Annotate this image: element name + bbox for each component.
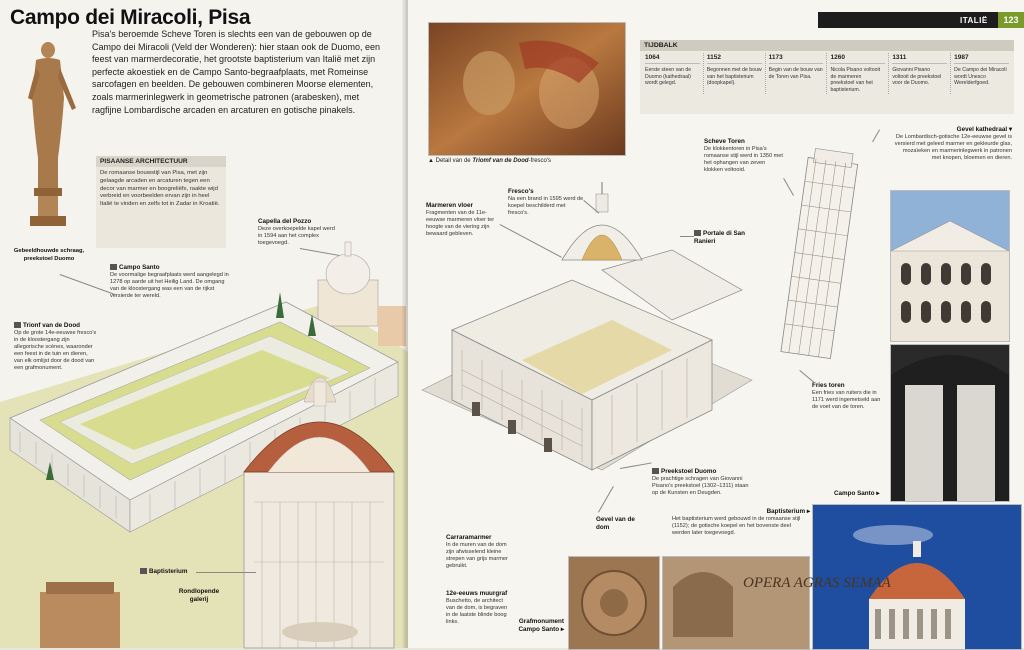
- timeline-year: 1260: [830, 54, 885, 64]
- label-grafmonument: Grafmonument Campo Santo ▸: [518, 618, 564, 633]
- baptisterium-label: Baptisterium: [149, 568, 188, 575]
- camera-icon: [140, 568, 147, 574]
- timeline-year: 1064: [645, 54, 700, 64]
- tomb-inscription-photo: [662, 556, 891, 650]
- timeline-year: 1173: [769, 54, 824, 64]
- architecture-box-title: PISAANSE ARCHITECTUUR: [96, 156, 226, 167]
- timeline-text: Eerste steen van de Duomo (kathedraal) wordt gelegd.: [645, 67, 692, 86]
- architecture-box-text: De romaanse bouwstijl van Pisa, met zijn gelaagde arcaden en arcaturen tegen een decor van marmer en boogreliëfs, raakte wijd verbreid en voorbeelden ervan zijn in heel Italië te vinden en zelfs tot in Zadar in Kroatië.: [100, 170, 220, 208]
- page-number: 123: [998, 12, 1024, 28]
- timeline-entry: [827, 53, 889, 94]
- timeline-text: Begin van de bouw van de Toren van Pisa.: [768, 67, 823, 80]
- timeline-text: Giovanni Pisano voltooit de preekstoel voor de Duomo.: [892, 67, 942, 86]
- label-fries-toren: Fries toren Een fries van ruiters die in 1171 werd ingemetseld aan de voet van de toren.: [812, 382, 881, 410]
- leaning-tower-illustration: [764, 150, 874, 370]
- camera-icon: [694, 230, 701, 236]
- label-marmeren-vloer: Marmeren vloer Fragmenten van de 11e-eeuwse marmeren vloer ter hoogte van de viering zijn bewaard gebleven.: [426, 202, 495, 237]
- label-scheve-toren: Scheve Toren De klokkentoren in Pisa's romaanse stijl werd in 1350 met het ophangen van zeven klokken voltooid.: [704, 138, 783, 173]
- timeline-text: Nicola Pisano voltooit de marmeren preekstoel van het baptisterium.: [830, 67, 881, 93]
- campo-santo-photo-label: Campo Santo ▸: [834, 490, 880, 497]
- timeline: [640, 40, 1014, 114]
- timeline-entry: [766, 53, 828, 94]
- statue-caption: Gebeeldhouwde schraag, preekstoel Duomo: [13, 248, 85, 262]
- label-muurgraf: 12e-eeuws muurgraf Buschetto, de architect van de dom, is begraven in de laatste blinde boog links.: [446, 590, 508, 625]
- timeline-text: Begonnen met de bouw van het baptisterium (doopkapel).: [706, 67, 762, 86]
- label-baptisterium: [140, 568, 188, 576]
- cappella-text: Deze overkoepelde kapel werd in 1594 aan het complex toegevoegd.: [258, 225, 335, 246]
- label-carraramarmer: Carraramarmer In de muren van de dom zijn afwisselend kleine strepen van grijs marmer gebruikt.: [446, 534, 508, 569]
- label-gevel-dom: Gevel van de dom: [596, 516, 635, 531]
- timeline-entry: [951, 53, 1012, 94]
- timeline-entry: [889, 53, 951, 94]
- campo-santo-photo: [890, 344, 1010, 502]
- timeline-year: 1987: [954, 54, 1009, 64]
- label-baptisterium-right: Baptisterium ▸ Het baptisterium werd gebouwd in de romaanse stijl (1152); de gotische koepel en het bovenste deel werden later toegevoegd.: [672, 508, 810, 536]
- timeline-text: De Campo dei Miracoli wordt Unesco Werelderfgoed.: [954, 67, 1007, 86]
- label-gevel-kathedraal: Gevel kathedraal ▾ De Lombardisch-gotische 12e-eeuwse gevel is versierd met geleed marmer en gekleurde glas, mozaïeken en marmerinlegwerk in patronen met knopen, bloemen en dieren.: [894, 126, 1012, 161]
- cappella-title: Capella del Pozzo: [258, 218, 312, 225]
- timeline-title: TIJDBALK: [640, 40, 1014, 51]
- trionfo-title: Trionf van de Dood: [23, 322, 81, 329]
- intro-text: Pisa's beroemde Scheve Toren is slechts een van de gebouwen op de Campo dei Miracoli (Veld der Wonderen): hier staan ook de Duomo, een feest van marmerdecoratie, het grootste baptisterium van Italië met zijn perfecte akoestiek en de Campo Santo-begraafplaats, met Romeinse sarcofagen en beelden. De gebouwen combineren Moorse elementen, zoals marmerinlegwerk in geometrische patronen (arabesken), met ragfijne Lombardische arcaden en arcaturen en gotische pinakels.: [92, 29, 380, 115]
- campo-text: De voormalige begraafplaats werd aangelegd in 1278 op aarde uit het Heilig Land. De omgang van de kloostergang was een van de rijkst versierde ter wereld.: [110, 271, 229, 299]
- statue-image: [14, 38, 82, 248]
- facade-photo: [890, 190, 1010, 342]
- timeline-entry: [642, 53, 704, 94]
- tablet-text: OPERA AGRAS SEMAA: [743, 575, 891, 591]
- timeline-entry: [704, 53, 766, 94]
- fresco-photo: [428, 22, 626, 156]
- tomb-relief-photo: [568, 556, 660, 650]
- fresco-caption: ▲ Detail van de Triomf van de Dood-fresco's: [428, 158, 552, 164]
- label-portale: Portale di San Ranieri: [694, 230, 745, 245]
- label-frescos: Fresco's Na een brand in 1595 werd de koepel beschilderd met fresco's.: [508, 188, 584, 216]
- label-galerij: Rondlopende galerij: [178, 588, 220, 603]
- label-preekstoel: Preekstoel Duomo De prachtige schragen van Giovanni Pisano's preekstoel (1302–1311) staan op de Kunsten en Deugden.: [652, 468, 749, 496]
- page-title: Campo dei Miracoli, Pisa: [10, 6, 251, 29]
- campo-title: Campo Santo: [119, 264, 160, 271]
- timeline-year: 1311: [892, 54, 947, 64]
- left-page: [0, 0, 408, 648]
- trionfo-text: Op de grote 14e-eeuwse fresco's in de kloostergang zijn allegorische scènes, waaronder een feest in de tuin en dieren, van elk omlijst door de dood van een grafmonument.: [14, 329, 97, 371]
- campo-santo-illustration: [0, 232, 408, 648]
- camera-icon: [652, 468, 659, 474]
- timeline-year: 1152: [707, 54, 762, 64]
- category-label: ITALIË: [960, 16, 988, 25]
